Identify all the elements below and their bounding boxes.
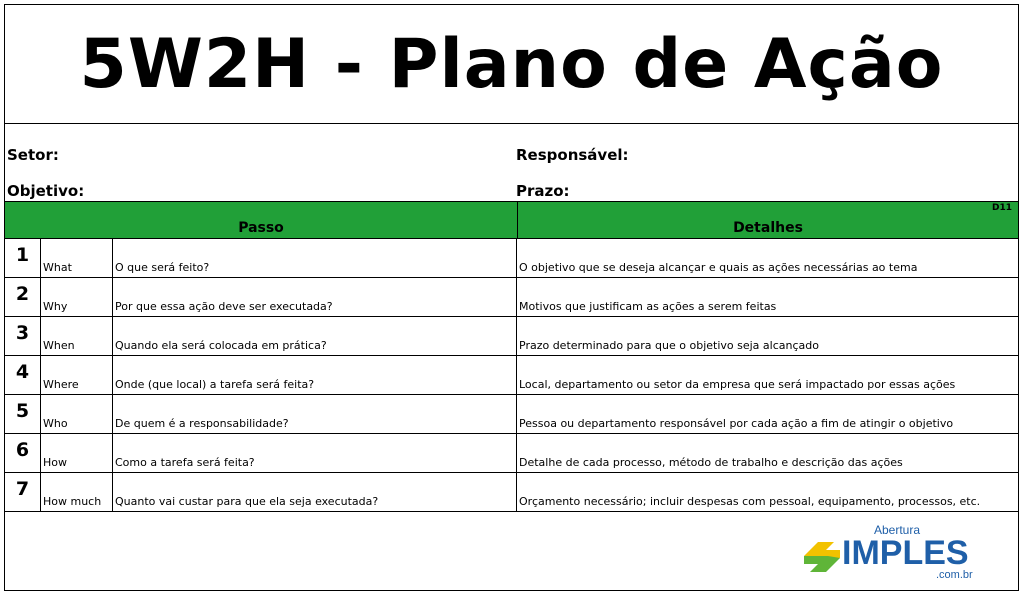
step-number: 5 bbox=[5, 395, 41, 433]
step-keyword: Where bbox=[41, 356, 113, 394]
step-detail: O objetivo que se deseja alcançar e quais as ações necessárias ao tema bbox=[519, 261, 918, 274]
action-plan-sheet bbox=[4, 4, 1019, 591]
table-row bbox=[5, 395, 1018, 434]
step-keyword: When bbox=[41, 317, 113, 355]
header-passo-label: Passo bbox=[238, 220, 284, 236]
logo-main-text: IMPLES bbox=[842, 534, 969, 572]
table-row bbox=[5, 356, 1018, 395]
table-row bbox=[5, 473, 1018, 512]
table-row bbox=[5, 317, 1018, 356]
step-number: 2 bbox=[5, 278, 41, 316]
step-number: 4 bbox=[5, 356, 41, 394]
step-number: 7 bbox=[5, 473, 41, 511]
step-question: Quando ela será colocada em prática? bbox=[113, 317, 517, 355]
step-detail: Orçamento necessário; incluir despesas com pessoal, equipamento, processos, etc. bbox=[519, 495, 981, 508]
step-number: 3 bbox=[5, 317, 41, 355]
cell-reference: D11 bbox=[992, 203, 1012, 213]
step-question: Quanto vai custar para que ela seja executada? bbox=[113, 473, 517, 511]
step-keyword: Why bbox=[41, 278, 113, 316]
step-question: O que será feito? bbox=[113, 239, 517, 277]
abertura-simples-logo bbox=[796, 520, 996, 586]
table-row bbox=[5, 434, 1018, 473]
step-detail: Pessoa ou departamento responsável por cada ação a fim de atingir o objetivo bbox=[519, 417, 954, 430]
header-detalhes-label: Detalhes bbox=[733, 220, 803, 236]
logo-top-text: Abertura bbox=[874, 523, 921, 537]
step-detail: Motivos que justificam as ações a serem feitas bbox=[519, 300, 777, 313]
step-detail: Local, departamento ou setor da empresa que será impactado por essas ações bbox=[519, 378, 956, 391]
page-title: 5W2H - Plano de Ação bbox=[5, 5, 1018, 124]
step-detail: Prazo determinado para que o objetivo seja alcançado bbox=[519, 339, 819, 352]
step-number: 6 bbox=[5, 434, 41, 472]
logo-domain-text: .com.br bbox=[936, 569, 973, 581]
step-detail: Detalhe de cada processo, método de trabalho e descrição das ações bbox=[519, 456, 903, 469]
header-passo bbox=[5, 201, 517, 239]
step-keyword: How bbox=[41, 434, 113, 472]
step-keyword: Who bbox=[41, 395, 113, 433]
step-keyword: What bbox=[41, 239, 113, 277]
responsavel-label: Responsável: bbox=[516, 146, 629, 164]
setor-label: Setor: bbox=[7, 146, 59, 164]
objetivo-label: Objetivo: bbox=[7, 182, 85, 200]
step-question: De quem é a responsabilidade? bbox=[113, 395, 517, 433]
step-question: Onde (que local) a tarefa será feita? bbox=[113, 356, 517, 394]
logo-emblem-icon bbox=[804, 542, 840, 572]
step-question: Como a tarefa será feita? bbox=[113, 434, 517, 472]
table-row bbox=[5, 278, 1018, 317]
prazo-label: Prazo: bbox=[516, 182, 570, 200]
step-keyword: How much bbox=[41, 473, 113, 511]
table-row bbox=[5, 239, 1018, 278]
step-question: Por que essa ação deve ser executada? bbox=[113, 278, 517, 316]
header-detalhes bbox=[517, 201, 1018, 239]
step-number: 1 bbox=[5, 239, 41, 277]
